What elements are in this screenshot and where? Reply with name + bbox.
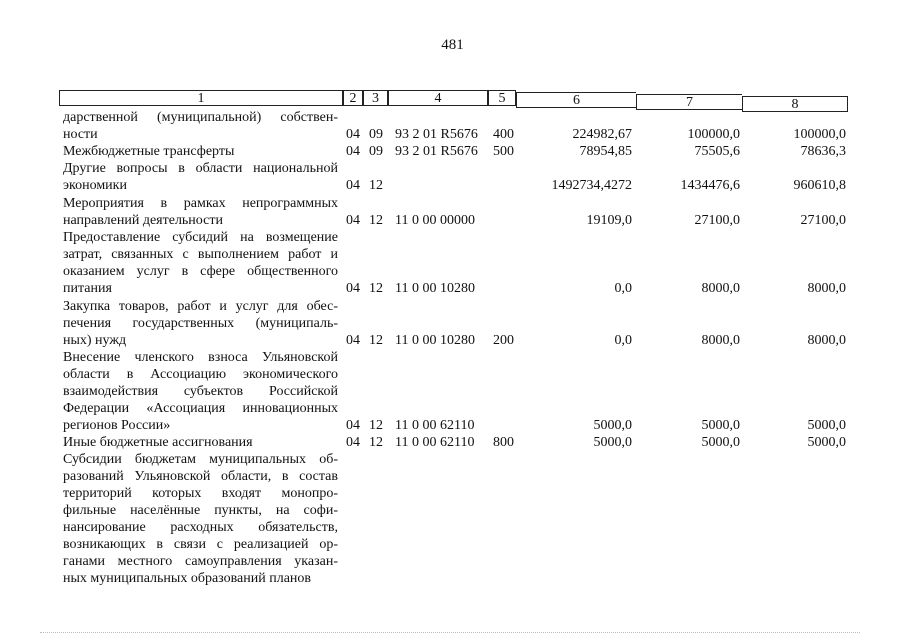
row-description-line: оказанием услуг в сфере общественного — [63, 264, 338, 279]
row-description — [63, 195, 338, 229]
row-description-line: затрат, связанных с выполнением работ и — [63, 247, 338, 262]
row-cell-col-4: 11 0 00 10280 — [395, 333, 475, 348]
row-cell-col-2: 04 — [346, 213, 360, 228]
row-cell-col-4: 93 2 01 R5676 — [395, 127, 478, 142]
row-description-line: Внесение членского взноса Ульяновской — [63, 350, 338, 365]
row-cell-col-5: 800 — [493, 435, 514, 450]
row-cell-col-7: 5000,0 — [701, 418, 740, 433]
row-cell-col-8: 100000,0 — [793, 127, 846, 142]
row-cell-col-8: 27100,0 — [800, 213, 846, 228]
row-cell-col-4: 11 0 00 00000 — [395, 213, 475, 228]
header-col-8: 8 — [742, 96, 848, 112]
row-cell-col-6: 19109,0 — [586, 213, 632, 228]
row-description-line: возникающих в связи с реализацией ор- — [63, 537, 338, 552]
row-cell-col-6: 1492734,4272 — [551, 178, 632, 193]
row-cell-col-8: 960610,8 — [793, 178, 846, 193]
row-cell-col-2: 04 — [346, 281, 360, 296]
row-cell-col-6: 0,0 — [614, 281, 632, 296]
header-col-1: 1 — [59, 90, 343, 106]
row-cell-col-2: 04 — [346, 144, 360, 159]
row-cell-col-4: 11 0 00 62110 — [395, 435, 475, 450]
row-cell-col-2: 04 — [346, 127, 360, 142]
row-description-line: Межбюджетные трансферты — [63, 144, 235, 159]
row-description-line: ганами местного самоуправления указан- — [63, 554, 338, 569]
row-cell-col-3: 12 — [369, 333, 383, 348]
row-cell-col-8: 8000,0 — [807, 281, 846, 296]
row-description — [63, 229, 338, 297]
row-description-line: области в Ассоциацию экономического — [63, 367, 338, 382]
row-description-line: ности — [63, 127, 98, 142]
row-cell-col-7: 8000,0 — [701, 333, 740, 348]
row-cell-col-7: 5000,0 — [701, 435, 740, 450]
row-cell-col-3: 12 — [369, 418, 383, 433]
row-cell-col-8: 5000,0 — [807, 435, 846, 450]
header-col-7: 7 — [636, 94, 742, 110]
row-cell-col-8: 8000,0 — [807, 333, 846, 348]
row-description-line: питания — [63, 281, 112, 296]
row-description-line: экономики — [63, 178, 127, 193]
row-cell-col-8: 5000,0 — [807, 418, 846, 433]
row-description-line: нансирование расходных обязательств, — [63, 520, 338, 535]
row-cell-col-5: 200 — [493, 333, 514, 348]
row-description-line: регионов России» — [63, 418, 171, 433]
row-description-line: территорий которых входят монопро- — [63, 486, 338, 501]
row-description-line: Субсидии бюджетам муниципальных об- — [63, 452, 338, 467]
row-description-line: Иные бюджетные ассигнования — [63, 435, 253, 450]
row-cell-col-3: 09 — [369, 144, 383, 159]
header-col-6: 6 — [516, 92, 636, 108]
scan-edge-divider — [40, 632, 860, 635]
row-cell-col-3: 12 — [369, 213, 383, 228]
row-cell-col-6: 0,0 — [614, 333, 632, 348]
row-cell-col-3: 12 — [369, 178, 383, 193]
row-cell-col-7: 27100,0 — [694, 213, 740, 228]
row-description — [63, 143, 338, 160]
row-cell-col-4: 93 2 01 R5676 — [395, 144, 478, 159]
row-cell-col-2: 04 — [346, 178, 360, 193]
row-cell-col-6: 78954,85 — [579, 144, 632, 159]
row-description-line: Предоставление субсидий на возмещение — [63, 230, 338, 245]
header-col-4: 4 — [388, 90, 488, 106]
row-cell-col-3: 12 — [369, 281, 383, 296]
row-cell-col-7: 8000,0 — [701, 281, 740, 296]
row-description-line: ных муниципальных образований планов — [63, 571, 312, 586]
row-description-line: печения государственных (муниципаль- — [63, 316, 338, 331]
row-description-line: Другие вопросы в области национальной — [63, 161, 338, 176]
row-description — [63, 349, 338, 434]
row-description-line: дарственной (муниципальной) собствен- — [63, 110, 338, 125]
row-description-line: взаимодействия субъектов Российской — [63, 384, 338, 399]
row-cell-col-3: 09 — [369, 127, 383, 142]
row-description-line: Мероприятия в рамках непрограммных — [63, 196, 338, 211]
row-cell-col-4: 11 0 00 10280 — [395, 281, 475, 296]
row-cell-col-6: 5000,0 — [593, 418, 632, 433]
row-description-line: направлений деятельности — [63, 213, 223, 228]
row-cell-col-6: 224982,67 — [572, 127, 632, 142]
row-cell-col-2: 04 — [346, 435, 360, 450]
row-cell-col-8: 78636,3 — [800, 144, 846, 159]
row-cell-col-7: 100000,0 — [687, 127, 740, 142]
header-col-3: 3 — [363, 90, 388, 106]
row-description — [63, 451, 338, 587]
row-cell-col-7: 75505,6 — [694, 144, 740, 159]
row-cell-col-4: 11 0 00 62110 — [395, 418, 475, 433]
row-cell-col-2: 04 — [346, 418, 360, 433]
row-description-line: Федерации «Ассоциация инновационных — [63, 401, 338, 416]
row-cell-col-6: 5000,0 — [593, 435, 632, 450]
row-description-line: ных) нужд — [63, 333, 127, 348]
header-col-5: 5 — [488, 90, 516, 106]
row-description-line: разований Ульяновской области, в состав — [63, 469, 338, 484]
header-col-2: 2 — [343, 90, 363, 106]
row-cell-col-2: 04 — [346, 333, 360, 348]
row-description-line: Закупка товаров, работ и услуг для обес- — [63, 299, 338, 314]
row-description — [63, 109, 338, 143]
row-cell-col-7: 1434476,6 — [680, 178, 740, 193]
row-description — [63, 434, 338, 451]
row-description — [63, 298, 338, 349]
row-cell-col-3: 12 — [369, 435, 383, 450]
row-cell-col-5: 500 — [493, 144, 514, 159]
row-cell-col-5: 400 — [493, 127, 514, 142]
page-number: 481 — [441, 37, 464, 53]
row-description — [63, 160, 338, 194]
row-description-line: фильные населённые пункты, на софи- — [63, 503, 338, 518]
